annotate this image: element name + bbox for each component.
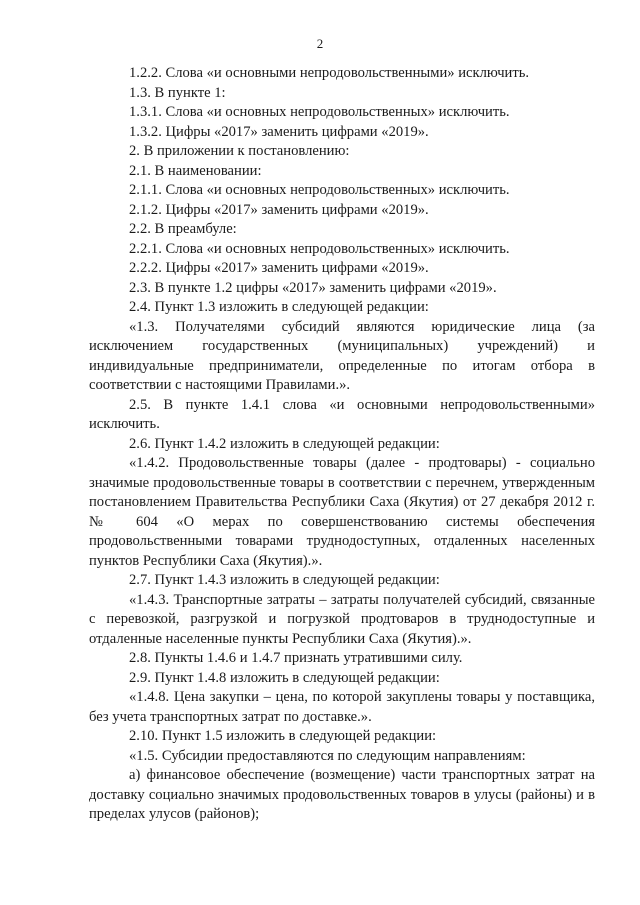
page-number: 2 (316, 36, 324, 51)
paragraph: «1.5. Субсидии предоставляются по следующим направлениям: (129, 747, 526, 764)
paragraph: «1.3. Получателями субсидий являются юридические лица (за исключением государственных (муниципальных) учреждений) и индивидуальные предприниматели, определенные по итогам отбора в соответствии с настоящими Правилами.». (89, 318, 595, 393)
paragraph: а) финансовое обеспечение (возмещение) части транспортных затрат на доставку социально значимых продовольственных товаров в улусы (районы) и в пределах улусов (районов); (89, 767, 595, 822)
paragraph: 2.9. Пункт 1.4.8 изложить в следующей редакции: (129, 669, 440, 686)
paragraph: 2.1.1. Слова «и основных непродовольственных» исключить. (129, 182, 510, 198)
paragraph: «1.4.2. Продовольственные товары (далее - продтовары) - социально значимые продовольственные товары в соответствии с перечнем, утвержденным постановлением Правительства Республики Саха (Якутия) от 27 декабря 2012 г. № 604 «О мерах по совершенствованию системы обеспечения продовольственными товарами труднодоступных, отдаленных населенных пунктов Республики Саха (Якутия).». (89, 455, 595, 569)
paragraph: «1.4.8. Цена закупки – цена, по которой закуплены товары у поставщика, без учета транспортных затрат по доставке.». (89, 689, 595, 725)
document-body (89, 64, 595, 825)
paragraph: 2.10. Пункт 1.5 изложить в следующей редакции: (129, 728, 437, 744)
paragraph: 2.2.1. Слова «и основных непродовольственных» исключить. (129, 240, 510, 257)
paragraph: 1.3. В пункте 1: (129, 84, 226, 101)
paragraph: 1.2.2. Слова «и основными непродовольственными» исключить. (129, 65, 530, 81)
paragraph: 1.3.1. Слова «и основных непродовольственных» исключить. (129, 104, 510, 120)
paragraph: 2.2. В преамбуле: (129, 221, 237, 237)
paragraph: 2.1.2. Цифры «2017» заменить цифрами «2019». (129, 201, 429, 218)
paragraph: 2.8. Пункты 1.4.6 и 1.4.7 признать утратившими силу. (129, 650, 463, 666)
paragraph: 1.3.2. Цифры «2017» заменить цифрами «2019». (129, 123, 429, 140)
paragraph: 2.3. В пункте 1.2 цифры «2017» заменить цифрами «2019». (129, 279, 497, 296)
paragraph: 2.4. Пункт 1.3 изложить в следующей редакции: (129, 299, 429, 315)
paragraph: 2.6. Пункт 1.4.2 изложить в следующей редакции: (129, 435, 440, 452)
paragraph: 2.5. В пункте 1.4.1 слова «и основными непродовольственными» исключить. (89, 396, 595, 432)
paragraph: 2.1. В наименовании: (129, 162, 262, 179)
paragraph: 2. В приложении к постановлению: (129, 143, 350, 159)
paragraph: «1.4.3. Транспортные затраты – затраты получателей субсидий, связанные с перевозкой, разгрузкой и погрузкой продтоваров в труднодоступные и отдаленные населенные пункты Республики Саха (Якутия).». (89, 591, 595, 647)
paragraph: 2.7. Пункт 1.4.3 изложить в следующей редакции: (129, 572, 440, 588)
paragraph: 2.2.2. Цифры «2017» заменить цифрами «2019». (129, 260, 429, 276)
